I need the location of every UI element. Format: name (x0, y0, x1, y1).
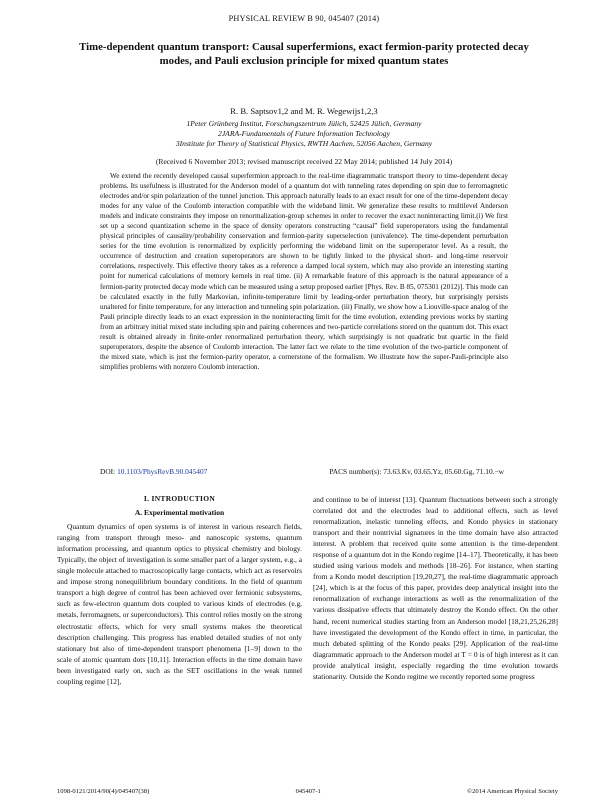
abstract: We extend the recently developed causal superfermion approach to the real-time diagrammatic transport theory to time-dependent decay problems. Its usefulness is illustrated for the Anderson model of a quantum dot with tunneling rates depending on spin due to ferromagnetic electrodes and/or spin polarization of the tunnel junction. This approach naturally leads to an exact result for one of the time-dependent decay modes for any value of the Coulomb interaction compatible with the wideband limit. We generalize these results to multilevel Anderson models and indicate constraints they impose on renormalization-group schemes in order to recover the exact noninteracting limit.(i) We first set up a second quantization scheme in the space of density operators constructing “causal” field superoperators using the fundamental physical principles of causality/probability conservation and fermion-parity superselection (univalence). The time-dependent perturbation series for the time evolution is renormalized by explicitly performing the wideband limit on the superoperator level. As a result, the occurrence of destruction and creation superoperators are shown to be tightly linked to the physical short- and long-time reservoir correlations, respectively. This effective theory takes as a reference a damped local system, which may also provide an interesting starting point for numerical calculations of memory kernels in real time. (ii) A remarkable feature of this approach is the natural appearance of a fermion-parity protected decay mode which can be measured using a setup proposed earlier [Phys. Rev. B 85, 075301 (2012)]. This mode can be calculated exactly in the fully Markovian, infinite-temperature limit by leading-order perturbation theory, but surprisingly persists unaltered for finite temperature, for any interaction and tunneling spin polarization. (iii) Finally, we show how a Liouville-space analog of the Pauli principle directly leads to an exact expression in the noninteracting limit for the time evolution, extending previous works by starting from an arbitrary initial mixed state including spin and pairing coherences and two-particle correlations stored on the quantum dot. This exact result is obtained already in finite-order renormalized perturbation theory, which surprisingly is not quadratic but quartic in the field superoperators, despite the absence of Coulomb interaction. The latter fact we relate to the time evolution of the two-particle component of the mixed state, which is just the fermion-parity operator, a cornerstone of the formalism. We illustrate how the super-Pauli-principle also simplifies problems with nonzero Coulomb interaction. (100, 172, 508, 371)
doi-link[interactable]: 10.1103/PhysRevB.90.045407 (117, 467, 208, 476)
footer-copyright: ©2014 American Physical Society (467, 788, 558, 795)
affiliations (0, 119, 608, 150)
footer-page-number: 045407-1 (295, 788, 321, 795)
doi-pacs-line (100, 467, 508, 476)
author-list: R. B. Saptsov1,2 and M. R. Wegewijs1,2,3 (230, 106, 378, 116)
affiliation-2: 2JARA-Fundamentals of Future Information Technology (218, 129, 390, 139)
right-column (313, 494, 558, 682)
doi-block (100, 467, 207, 476)
running-head: PHYSICAL REVIEW B 90, 045407 (2014) (228, 14, 380, 23)
paper-title: Time-dependent quantum transport: Causal superfermions, exact fermion-parity protected decay modes, and Pauli exclusion principle for mixed quantum states (79, 41, 529, 67)
right-column-text: and continue to be of interest [13]. Quantum fluctuations between such a strongly correlated dot and the electrodes lead to additional effects, such as level renormalization, inelastic tunneling effects, and Kondo physics in stationary transport and their nontrivial signatures in the time domain have also attracted interest. A problem that received quite some attention is the time-dependent response of a quantum dot in the Kondo regime [14–17]. Theoretically, it has been studied using various models and methods [18–26]. For instance, when starting from a Kondo model description [19,20,27], the real-time diagrammatic approach [24], which is at the focus of this paper, provides deep analytical insight into the renormalization of exchange interactions as well as the renormalization of the various dissipative effects that ultimately destroy the Kondo effect. On the other hand, recent numerical studies starting from an Anderson model [18,21,25,26,28] have investigated the development of the Kondo effect in time, in particular, the much debated splitting of the Kondo peaks [29]. Application of the real-time diagrammatic approach to the Anderson model at T = 0 is of high interest as it can provide analytical insight, especially regarding the time evolution towards stationarity. Outside the Kondo regime we recently reported some progress (313, 495, 558, 681)
left-column-text: Quantum dynamics of open systems is of interest in various research fields, ranging from transport through meso- and nanoscopic systems, quantum information processing, and quantum optics to physical chemistry and biology. Typically, the object of investigation is some smaller part of a larger system, e.g., a single molecule attached to macroscopically large contacts, which act as reservoirs and impose strong nonequilibrium boundary conditions. In the field of quantum transport a high degree of control has been achieved over fermionic subsystems, such as few-electron quantum dots coupled to various kinds of electrodes (e.g, metals, ferromagnets, or superconductors). This control relies mostly on the strong electrostatic effects, which for very small systems makes the theoretical description challenging. This progress has enabled detailed studies of not only stationary but also of time-dependent transport phenomena [1–9] down to the scale of atomic quantum dots [10,11]. Interaction effects in the time domain have been investigated early on, such as the SET oscillations in the weak tunnel coupling regime [12], (57, 522, 302, 686)
footer-issn: 1098-0121/2014/90(4)/045407(38) (57, 788, 150, 795)
affiliation-1: 1Peter Grünberg Institut, Forschungszentrum Jülich, 52425 Jülich, Germany (186, 119, 422, 128)
page-footer (57, 788, 558, 795)
affiliation-3: 3Institute for Theory of Statistical Physics, RWTH Aachen, 52056 Aachen, Germany (175, 139, 433, 149)
section-heading: I. INTRODUCTION (143, 494, 216, 503)
subsection-heading: A. Experimental motivation (134, 508, 225, 518)
left-column (57, 493, 302, 687)
received-dates: (Received 6 November 2013; revised manuscript received 22 May 2014; published 14 July 2014) (155, 157, 453, 166)
pacs-numbers: PACS number(s): 73.63.Kv, 03.65.Yz, 05.60.Gg, 71.10.−w (329, 467, 504, 476)
doi-label: DOI: (100, 467, 116, 476)
